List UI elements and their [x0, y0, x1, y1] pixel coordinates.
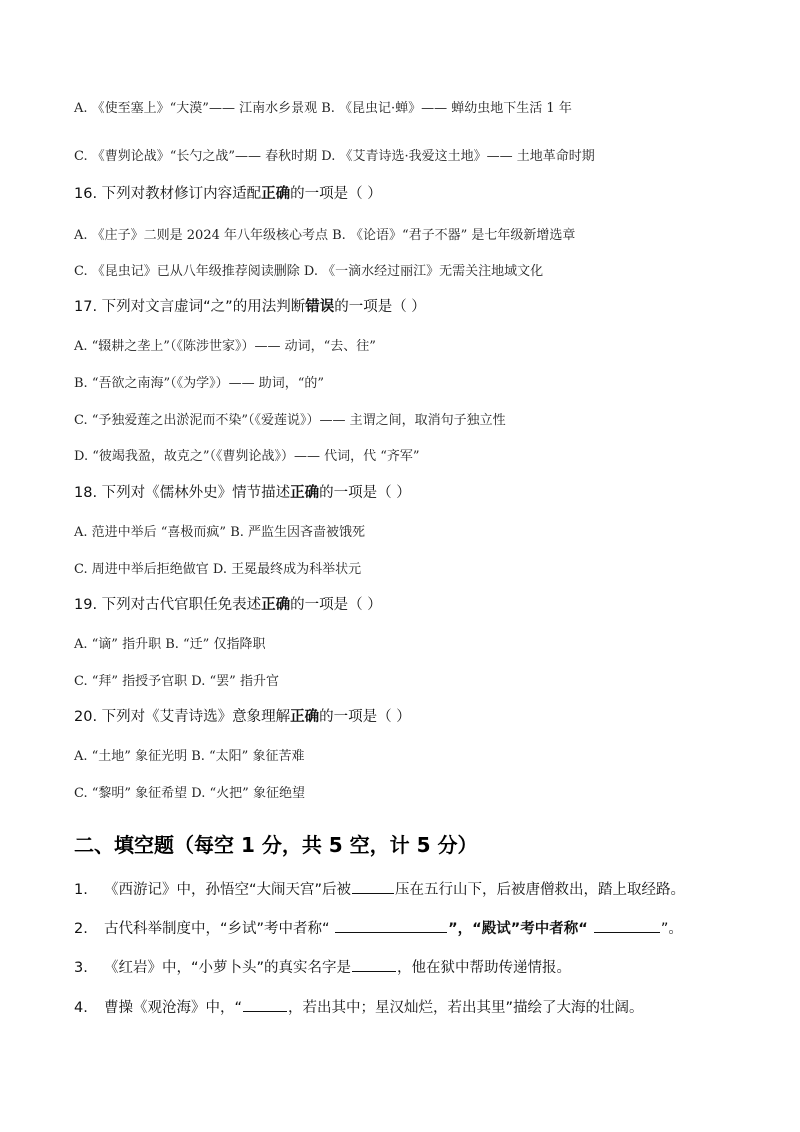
q16-option-line-cd: C. 《昆虫记》已从八年级推荐阅读删除 D. 《一滴水经过丽江》无需关注地域文化 [74, 264, 544, 279]
answer-blank[interactable] [352, 892, 394, 894]
stem-text: 20. 下列对《艾青诗选》意象理解 [74, 709, 291, 725]
q19-option-line-cd: C. “拜” 指授予官职 D. “罢” 指升官 [74, 674, 279, 689]
question-17-stem [74, 300, 426, 315]
fill-text-end: ”。 [660, 921, 683, 937]
item-number: 1. [74, 882, 88, 898]
fill-item-1 [74, 883, 685, 898]
q18-option-line-ab: A. 范进中举后 “喜极而疯” B. 严监生因吝啬被饿死 [74, 525, 366, 540]
stem-emphasis: 错误 [305, 299, 335, 315]
stem-text-end: 的一项是（ ） [290, 597, 382, 613]
q18-option-line-cd: C. 周进中举后拒绝做官 D. 王冕最终成为科举状元 [74, 562, 362, 577]
q17-option-b: B. “吾欲之南海”（《为学》）—— 助词，“的” [74, 376, 325, 391]
stem-emphasis: 正确 [290, 485, 320, 501]
stem-text: 16. 下列对教材修订内容适配 [74, 186, 262, 202]
q17-option-d: D. “彼竭我盈，故克之”（《曹刿论战》）—— 代词，代 “齐军” [74, 449, 420, 464]
q20-option-line-ab: A. “土地” 象征光明 B. “太阳” 象征苦难 [74, 749, 305, 764]
q17-option-a: A. “辍耕之垄上”（《陈涉世家》）—— 动词，“去、往” [74, 339, 376, 354]
answer-blank[interactable] [243, 1010, 287, 1012]
fill-item-2 [74, 922, 683, 937]
q19-option-line-ab: A. “谪” 指升职 B. “迁” 仅指降职 [74, 637, 266, 652]
q20-option-line-cd: C. “黎明” 象征希望 D. “火把” 象征绝望 [74, 786, 305, 801]
question-19-stem [74, 598, 382, 613]
q15-option-line-cd: C. 《曹刿论战》“长勺之战”—— 春秋时期 D. 《艾青诗选·我爱这土地》—— 土地革命时期 [74, 149, 595, 164]
question-16-stem [74, 187, 382, 202]
stem-text-end: 的一项是（ ） [290, 186, 382, 202]
fill-text: 《西游记》中，孙悟空“大闹天宫”后被 [104, 882, 352, 898]
answer-blank[interactable] [352, 970, 396, 972]
item-number: 4. [74, 1000, 88, 1016]
fill-text: 曹操《观沧海》中，“ [104, 1000, 243, 1016]
fill-text-end: 压在五行山下，后被唐僧救出，踏上取经路。 [395, 882, 686, 898]
stem-emphasis: 正确 [261, 597, 291, 613]
stem-text: 19. 下列对古代官职任免表述 [74, 597, 262, 613]
fill-text: 《红岩》中，“小萝卜头”的真实名字是 [104, 960, 352, 976]
fill-text-end: ，他在狱中帮助传递情报。 [397, 960, 572, 976]
fill-text: 古代科举制度中，“乡试”考中者称“ [104, 921, 335, 937]
stem-text-end: 的一项是（ ） [319, 709, 411, 725]
stem-text: 18. 下列对《儒林外史》情节描述 [74, 485, 291, 501]
item-number: 3. [74, 960, 88, 976]
section-2-title: 二、填空题（每空 1 分，共 5 空，计 5 分） [74, 833, 478, 857]
stem-emphasis: 正确 [290, 709, 320, 725]
stem-text: 17. 下列对文言虚词“之”的用法判断 [74, 299, 306, 315]
stem-emphasis: 正确 [261, 186, 291, 202]
item-number: 2. [74, 921, 88, 937]
q17-option-c: C. “予独爱莲之出淤泥而不染”（《爱莲说》）—— 主谓之间，取消句子独立性 [74, 413, 506, 428]
fill-item-4 [74, 1001, 644, 1016]
q15-option-line-ab: A. 《使至塞上》“大漠”—— 江南水乡景观 B. 《昆虫记·蝉》—— 蝉幼虫地下生活 1 年 [74, 101, 572, 116]
q16-option-line-ab: A. 《庄子》二则是 2024 年八年级核心考点 B. 《论语》“君子不器” 是七年级新增选章 [74, 228, 576, 243]
fill-text-end: ，若出其中；星汉灿烂，若出其里”描绘了大海的壮阔。 [288, 1000, 644, 1016]
fill-item-3 [74, 961, 571, 976]
question-20-stem [74, 710, 411, 725]
stem-text-end: 的一项是（ ） [319, 485, 411, 501]
fill-text-middle: ”，“殿试”考中者称“ [448, 921, 593, 937]
answer-blank[interactable] [335, 931, 447, 933]
answer-blank[interactable] [594, 931, 660, 933]
stem-text-end: 的一项是（ ） [334, 299, 426, 315]
question-18-stem [74, 486, 411, 501]
